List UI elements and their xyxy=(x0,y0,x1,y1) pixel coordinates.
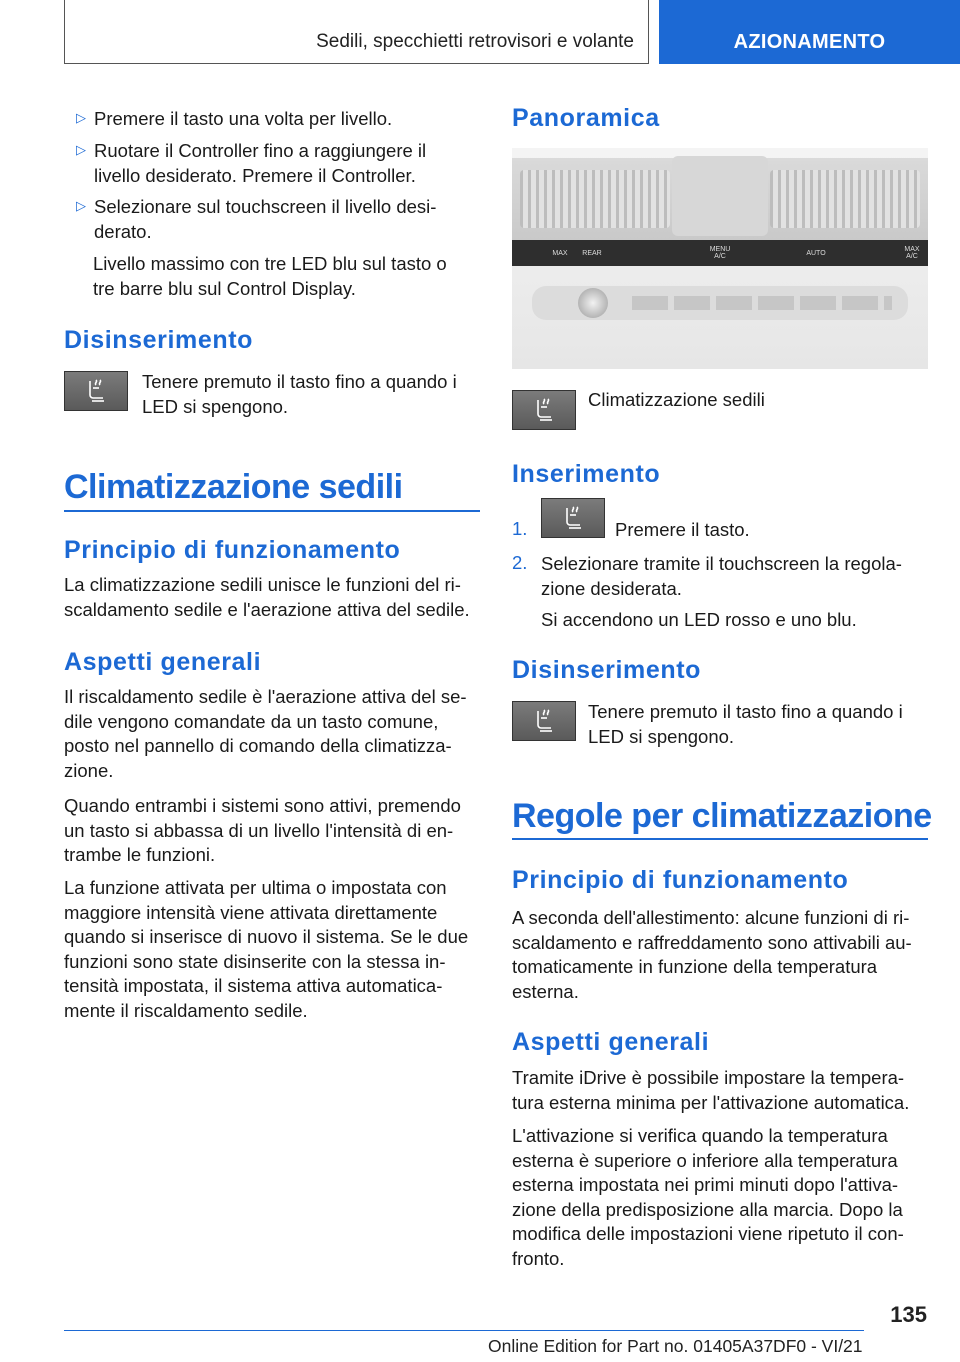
seat-climate-button-icon xyxy=(541,498,605,538)
max-level-note: Livello massimo con tre LED blu sul tasto o tre barre blu sul Control Display. xyxy=(93,253,447,299)
aspetti-generali-paragraph: La funzione attivata per ultima o impostata con maggiore intensità viene attivata direttamente quando si inserisce di nuovo il sistema. Se le due funzioni sono state disinserite con la stessa in-tensità impostata, il sistema attiva automatica-mente il riscaldamento sedile. xyxy=(64,877,469,1021)
bullet-text: Premere il tasto una volta per livello. xyxy=(94,108,393,129)
section-heading-principio: Principio di funzionamento xyxy=(64,536,401,564)
section-heading-principio: Principio di funzionamento xyxy=(512,866,849,894)
panel-button-label: MAX A/C xyxy=(904,246,920,260)
step-text: Selezionare tramite il touchscreen la regola-zione desiderata. xyxy=(541,553,902,599)
bullet-item xyxy=(64,195,480,244)
chapter-heading-climatizzazione-sedili: Climatizzazione sedili xyxy=(64,468,403,506)
principio-text: La climatizzazione sedili unisce le funzioni del ri-scaldamento sedile e l'aerazione attiva del sedile. xyxy=(64,574,470,620)
footer-rule xyxy=(64,1330,864,1331)
aspetti-generali-paragraph: Tramite iDrive è possibile impostare la tempera-tura esterna minima per l'attivazione automatica. xyxy=(512,1067,910,1113)
heading-rule xyxy=(64,510,480,512)
climate-control-panel-image xyxy=(512,148,928,369)
panel-button-label: MAX xyxy=(552,249,568,257)
running-header-chapter xyxy=(659,0,960,64)
step-number: 1. xyxy=(512,518,528,539)
chapter-heading-regole-climatizzazione: Regole per climatizzazione xyxy=(512,797,932,835)
bullet-text: Selezionare sul touchscreen il livello desi-derato. xyxy=(94,196,437,242)
panel-button-label: AUTO xyxy=(806,249,826,257)
disinserimento-text: Tenere premuto il tasto fino a quando i LED si spengono. xyxy=(142,371,457,417)
panel-button-label: MENU A/C xyxy=(709,246,731,260)
section-heading-disinserimento: Disinserimento xyxy=(64,326,254,354)
heading-rule xyxy=(512,838,928,840)
bullet-item xyxy=(64,107,480,132)
section-heading-aspetti-generali: Aspetti generali xyxy=(64,648,262,676)
header-section-title: Sedili, specchietti retrovisori e volante xyxy=(316,31,634,52)
icon-caption: Climatizzazione sedili xyxy=(588,389,765,410)
triangle-bullet-icon: ▷ xyxy=(76,110,86,125)
page-number: 135 xyxy=(890,1302,927,1327)
panel-button-label: REAR xyxy=(582,249,602,257)
climate-button-strip xyxy=(512,240,928,266)
aspetti-generali-paragraph: Il riscaldamento sedile è l'aerazione attiva del se-dile vengono comandate da un tasto comune, posto nel pannello di comando della climatizza-zione. xyxy=(64,686,467,781)
triangle-bullet-icon: ▷ xyxy=(76,142,86,157)
section-heading-panoramica: Panoramica xyxy=(512,104,660,132)
section-heading-inserimento: Inserimento xyxy=(512,460,661,488)
header-chapter-title: AZIONAMENTO xyxy=(733,31,886,53)
seat-climate-button-icon xyxy=(64,371,128,411)
principio-text: A seconda dell'allestimento: alcune funzioni di ri-scaldamento e raffreddamento sono attivabili au-tomaticamente in funzione della temperatura esterna. xyxy=(512,907,912,1002)
volume-knob-icon xyxy=(578,288,608,318)
aspetti-generali-paragraph: L'attivazione si verifica quando la temperatura esterna è superiore o inferiore alla temperatura esterna impostata nei primi minuti dopo l'attiva-zione della predisposizione alla marcia. Dopo la modifica delle impostazioni viene ripetuto il con-fronto. xyxy=(512,1125,904,1269)
disinserimento-text: Tenere premuto il tasto fino a quando i LED si spengono. xyxy=(588,701,903,747)
step-number: 2. xyxy=(512,552,528,573)
triangle-bullet-icon: ▷ xyxy=(76,198,86,213)
bullet-item xyxy=(64,139,480,188)
step-text: Premere il tasto. xyxy=(615,519,750,540)
running-header-section xyxy=(64,0,649,64)
section-heading-aspetti-generali: Aspetti generali xyxy=(512,1028,710,1056)
aspetti-generali-paragraph: Quando entrambi i sistemi sono attivi, premendo un tasto si abbassa di un livello l'intensità di en-trambe le funzioni. xyxy=(64,795,461,865)
seat-climate-button-icon xyxy=(512,701,576,741)
step-note: Si accendono un LED rosso e uno blu. xyxy=(541,609,857,630)
section-heading-disinserimento: Disinserimento xyxy=(512,656,702,684)
bullet-text: Ruotare il Controller fino a raggiungere il livello desiderato. Premere il Controller. xyxy=(94,140,427,186)
edition-footer: Online Edition for Part no. 01405A37DF0 - VI/21 xyxy=(488,1336,863,1356)
seat-climate-button-icon xyxy=(512,390,576,430)
